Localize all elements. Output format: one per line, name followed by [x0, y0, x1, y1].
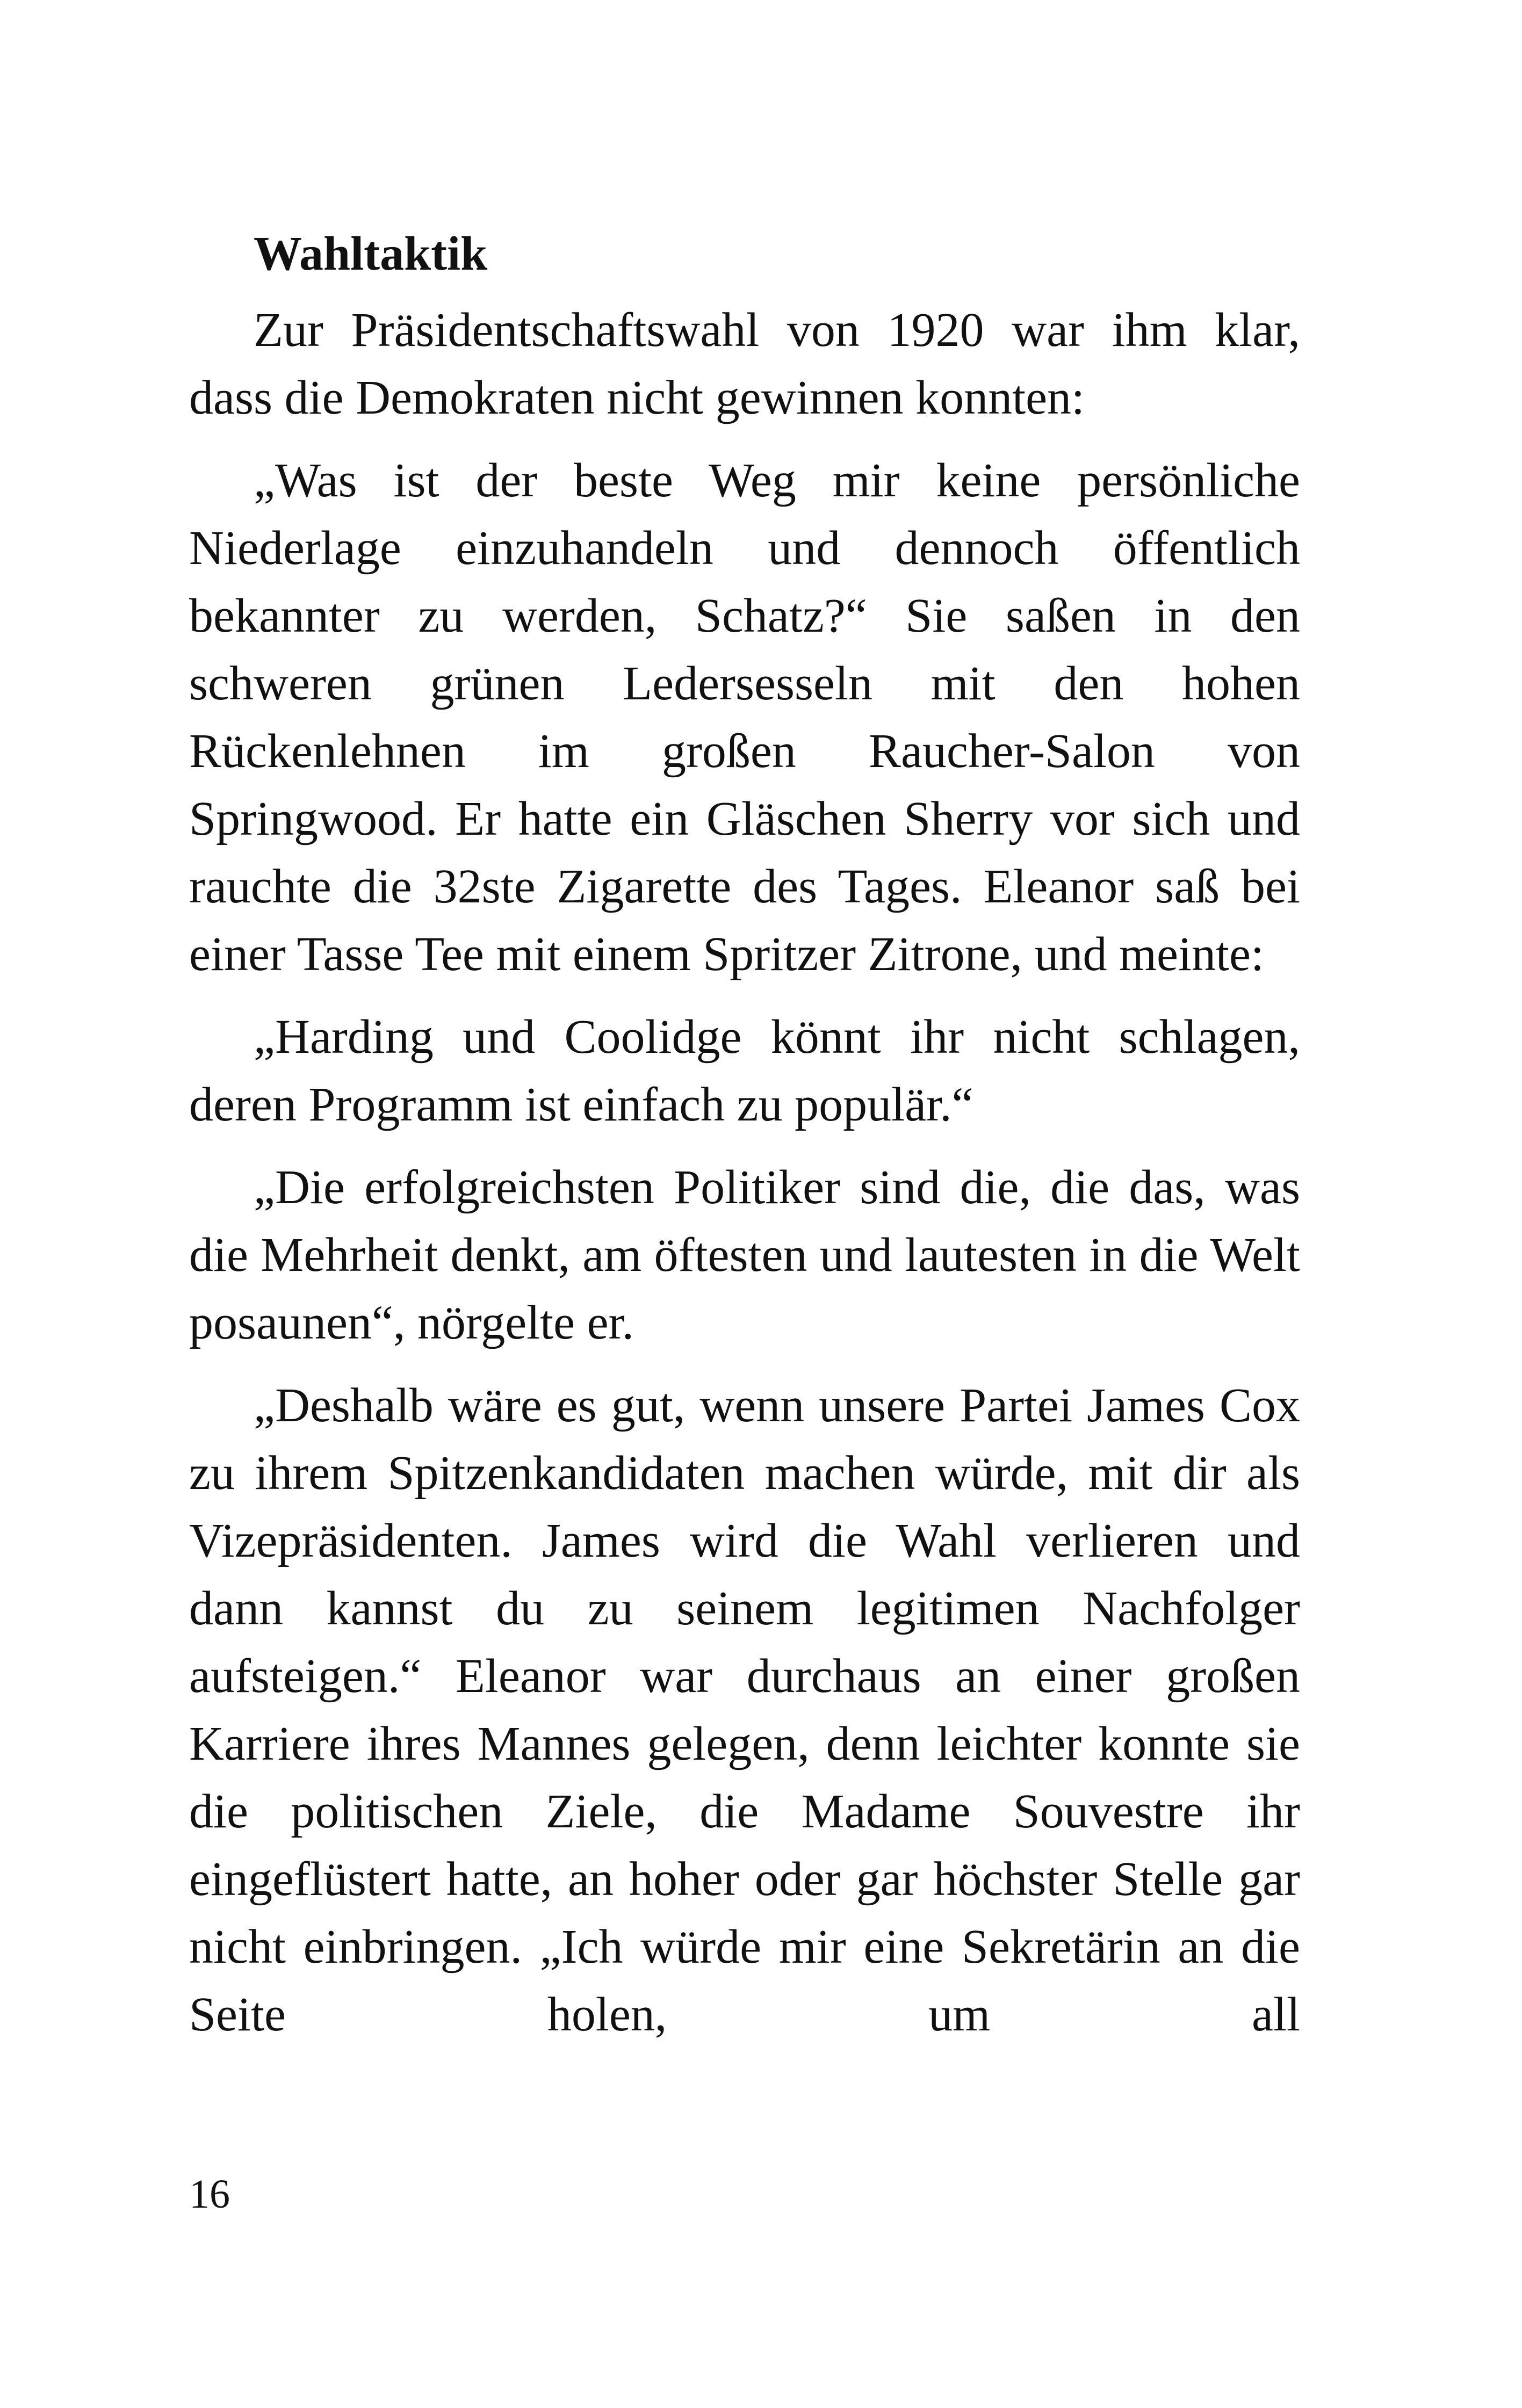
paragraph-1: Zur Präsidentschaftswahl von 1920 war ihm klar, dass die Demokraten nicht gewinnen konnten: — [189, 303, 1300, 424]
paragraph-5: „Deshalb wäre es gut, wenn unsere Partei James Cox zu ihrem Spitzenkandidaten machen würde, mit dir als Vizepräsidenten. James wird die Wahl verlieren und dann kannst du zu seinem legitimen Nachfolger aufsteigen.“ Eleanor war durchaus an einer großen Karriere ihres Mannes gelegen, denn leichter konnte sie die politischen Ziele, die Madame Souvestre ihr eingeflüstert hatte, an hoher oder gar höchster Stelle gar nicht einbringen. „Ich würde mir eine Sekretärin an die Seite holen, um all — [189, 1379, 1300, 2041]
section-heading: Wahltaktik — [254, 227, 488, 280]
page-text-block — [189, 220, 1300, 2064]
paragraph-2: „Was ist der beste Weg mir keine persönliche Niederlage einzuhandeln und dennoch öffentlich bekannter zu werden, Schatz?“ Sie saßen in den schweren grünen Ledersesseln mit den hohen Rückenlehnen im großen Raucher-Salon von Springwood. Er hatte ein Gläschen Sherry vor sich und rauchte die 32ste Zigarette des Tages. Eleanor saß bei einer Tasse Tee mit einem Spritzer Zitrone, und meinte: — [189, 454, 1300, 981]
paragraph-4: „Die erfolgreichsten Politiker sind die, die das, was die Mehrheit denkt, am öftesten und lautesten in die Welt posaunen“, nörgelte er. — [189, 1161, 1300, 1349]
page-number: 16 — [189, 2172, 230, 2217]
paragraph-3: „Harding und Coolidge könnt ihr nicht schlagen, deren Programm ist einfach zu populär.“ — [189, 1010, 1300, 1131]
